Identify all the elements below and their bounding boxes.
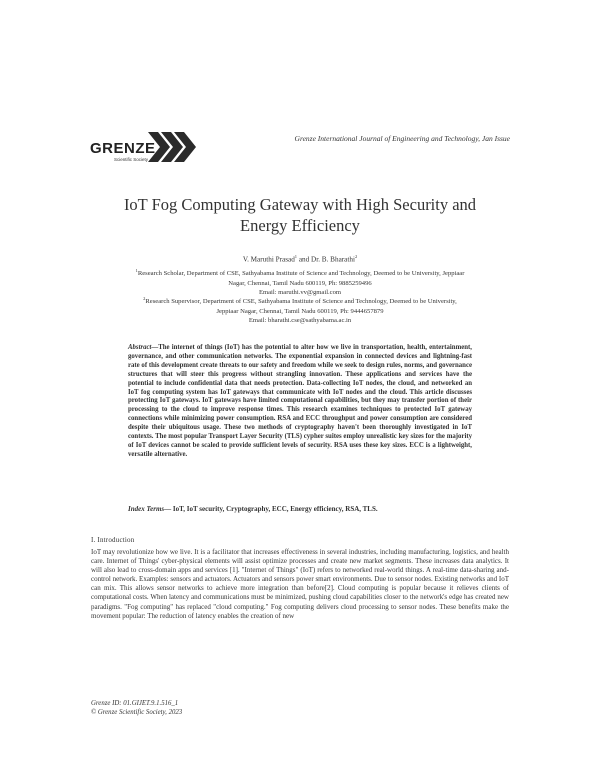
logo-subtext: Scientific Society bbox=[114, 157, 149, 162]
author-separator: and Dr. B. Bharathi bbox=[297, 255, 355, 264]
affiliation-1 bbox=[90, 266, 510, 298]
affiliation-2 bbox=[90, 294, 510, 326]
index-terms-label: Index Terms bbox=[128, 505, 165, 513]
affiliation-2-email: Email: bharathi.cse@sathyabama.ac.in bbox=[248, 317, 352, 325]
affiliation-2-line-1: $^2$Research Supervisor, Department of CSE, Sathyabama Institute of Science and Technology, Deemed to be University, bbox=[143, 296, 457, 306]
title-line-1: IoT Fog Computing Gateway with High Security and bbox=[123, 195, 477, 214]
abstract-label: Abstract bbox=[128, 344, 152, 351]
affiliation-1-sup: 1 bbox=[135, 268, 138, 273]
affiliation-2-sup: 2 bbox=[143, 296, 146, 301]
introduction-text: IoT may revolutionize how we live. It is a facilitator that increases effectiveness in several industries, including manufacturing, logistics, and health care. Internet of Things' cyber-physical elements will assist optimize processes and create new market segments. These increases data analytics. It will also lead to cross-domain apps and services [1]. "Internet of Things" (IoT) refers to networked real-world things. A real-time data-sharing and-control network. Examples: sensors and actuators. Actuators and sensors power smart environments. Due to sensor nodes. Existing networks and IoT can mix. This allows sensor networks to achieve more integration than before[2]. Cloud computing is popular because it relieves clients of computational costs. When latency and communications must be minimized, pushing cloud capabilities closer to the network's edge has created new paradigms. "Fog computing" has replaced "cloud computing." Fog computing delivers cloud processing to sensor nodes. These benefits make the movement popular: The reduction of latency enables the creation of new bbox=[91, 548, 509, 620]
abstract-text: —The internet of things (IoT) has the potential to alter how we live in transportation, health, entertainment, governance, and other communication networks. The exponential expansion in connected devices and lightning-fast rate of this development create threats to our safety and freedom while we seek to design rules, norms, and governance structures that will steer this progress without strangling innovation. These applications and services have the potential to include confidential data that needs protection. Data-collecting IoT nodes, the cloud, and networked an IoT fog computing system has IoT gateways that communicate with IoT nodes and the cloud. This article discusses protecting IoT gateways. IoT gateways have limited computational capabilities, but they may transfer portion of their processing to the cloud to improve response times. This research examines techniques to protected IoT gateway connections while minimizing power consumption. RSA and ECC throughput and power consumption are considered despite their ubiquitous usage. These two methods of cryptography haven't been thoroughly investigated in IoT contexts. The most popular Transport Layer Security (TLS) cypher suites employ unrealistic key sizes for the majority of IoT devices cannot be scaled to provide sufficient levels of security. RSA uses these key sizes. ECC is a lightweight, versatile alternative. bbox=[128, 344, 472, 458]
publisher-logo bbox=[90, 128, 250, 170]
title-line-2: Energy Efficiency bbox=[240, 216, 360, 235]
journal-name: Grenze International Journal of Engineering and Technology, Jan Issue bbox=[294, 134, 510, 143]
section-heading: I. Introduction bbox=[91, 536, 135, 544]
affiliation-1-email: Email: maruthi.vv@gmail.com bbox=[258, 289, 342, 297]
author-1: V. Maruthi Prasad bbox=[242, 255, 295, 264]
authors bbox=[60, 254, 540, 263]
affiliation-2-line-2: Jeppiaar Nagar, Chennai, Tamil Nadu 600119, Ph: 9444657879 bbox=[216, 307, 384, 315]
footer-copyright: © Grenze Scientific Society, 2023 bbox=[91, 709, 183, 716]
logo-text: GRENZE bbox=[90, 140, 156, 157]
footer-id: Grenze ID: 01.GIJET.9.1.516_1 bbox=[91, 700, 179, 707]
logo-chevrons-icon bbox=[148, 130, 208, 164]
author-2-sup: 2 bbox=[354, 254, 358, 259]
affiliation-1-line-1: $^1$Research Scholar, Department of CSE, Sathyabama Institute of Science and Technology, Deemed to be University, Jeppiaar bbox=[135, 268, 465, 278]
affiliation-1-line-2: Nagar, Chennai, Tamil Nadu 600119, Ph: 9885259496 bbox=[228, 279, 372, 287]
paper-title bbox=[60, 194, 540, 236]
index-terms-text: — IoT, IoT security, Cryptography, ECC, Energy efficiency, RSA, TLS. bbox=[164, 505, 378, 513]
author-1-sup: 1 bbox=[294, 254, 298, 259]
abstract bbox=[128, 344, 472, 460]
index-terms bbox=[128, 505, 472, 513]
